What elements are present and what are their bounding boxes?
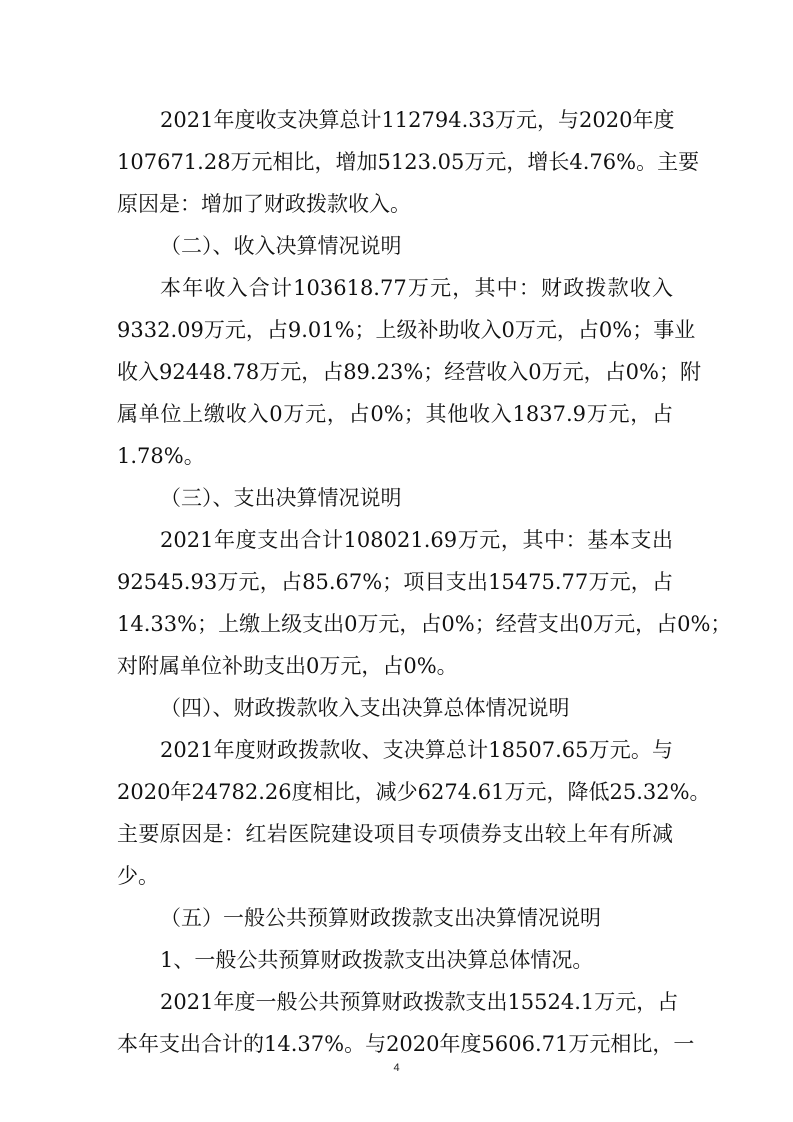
paragraph-line: 收入92448.78万元，占89.23%；经营收入0万元，占0%；附 <box>117 360 701 384</box>
paragraph-line: 对附属单位补助支出0万元，占0%。 <box>117 654 458 678</box>
paragraph-line: 属单位上缴收入0万元，占0%；其他收入1837.9万元，占 <box>117 402 673 426</box>
subsection-heading: 1、一般公共预算财政拨款支出决算总体情况。 <box>160 948 594 972</box>
paragraph-line: 9332.09万元，占9.01%；上级补助收入0万元，占0%；事业 <box>117 318 696 342</box>
paragraph-line: 1.78%。 <box>117 444 205 468</box>
paragraph-line: 2021年度支出合计108021.69万元，其中：基本支出 <box>160 528 673 552</box>
paragraph-line: 107671.28万元相比，增加5123.05万元，增长4.76%。主要 <box>117 150 700 174</box>
section-heading-fiscal-appropriation: （四）、财政拨款收入支出决算总体情况说明 <box>160 696 570 720</box>
paragraph-line: 本年收入合计103618.77万元，其中：财政拨款收入 <box>160 276 673 300</box>
paragraph-line: 2021年度收支决算总计112794.33万元，与2020年度 <box>160 108 675 132</box>
paragraph-line: 主要原因是：红岩医院建设项目专项债券支出较上年有所减 <box>117 822 673 846</box>
page-number: 4 <box>393 1062 400 1074</box>
section-heading-income: （二）、收入决算情况说明 <box>160 234 402 258</box>
paragraph-line: 本年支出合计的14.37%。与2020年度5606.71万元相比，一 <box>117 1032 695 1056</box>
paragraph-line: 2021年度一般公共预算财政拨款支出15524.1万元，占 <box>160 990 679 1014</box>
paragraph-line: 少。 <box>117 864 159 888</box>
section-heading-general-budget: （五）一般公共预算财政拨款支出决算情况说明 <box>160 906 601 930</box>
paragraph-line: 2021年度财政拨款收、支决算总计18507.65万元。与 <box>160 738 673 762</box>
paragraph-line: 92545.93万元，占85.67%；项目支出15475.77万元，占 <box>117 570 673 594</box>
section-heading-expenditure: （三）、支出决算情况说明 <box>160 486 402 510</box>
paragraph-line: 14.33%；上缴上级支出0万元，占0%；经营支出0万元，占0%； <box>117 612 732 636</box>
paragraph-line: 原因是：增加了财政拨款收入。 <box>117 192 411 216</box>
paragraph-line: 2020年24782.26度相比，减少6274.61万元，降低25.32%。 <box>117 780 711 804</box>
